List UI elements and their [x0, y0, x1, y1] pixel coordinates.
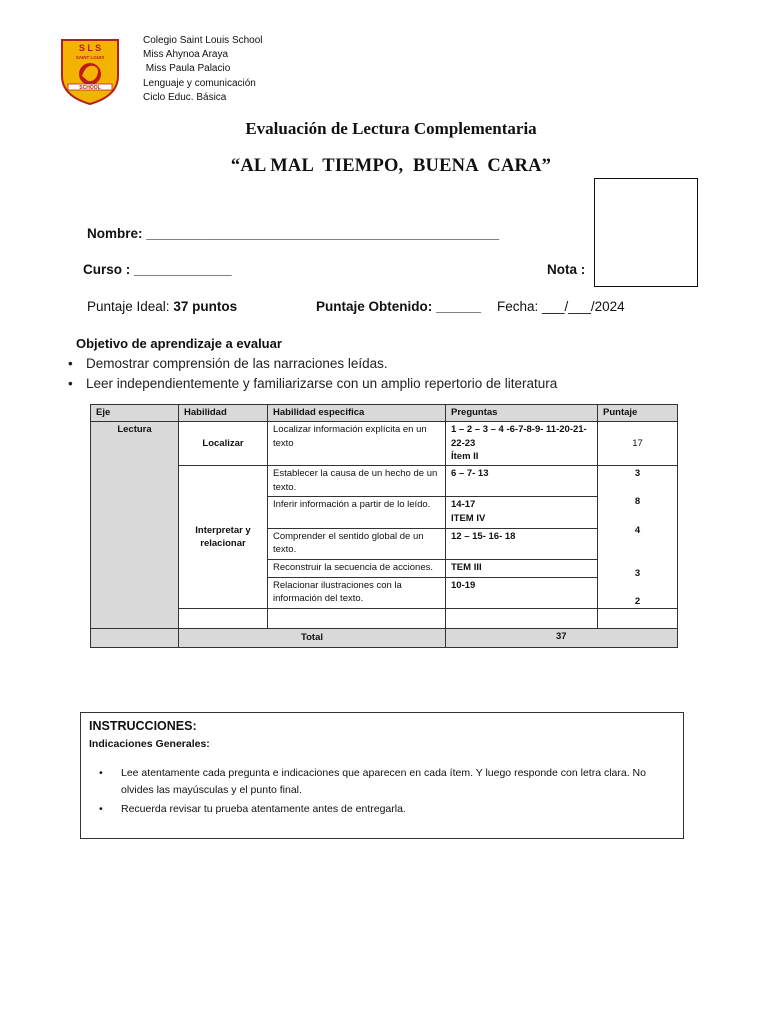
teacher-2: Miss Paula Palacio	[143, 63, 231, 75]
total-label: Total	[179, 629, 446, 648]
header-habilidad: Habilidad	[179, 405, 268, 422]
logo-mid-text: SAINT LOUIS	[75, 55, 105, 60]
instruction-text: Recuerda revisar tu prueba atentamente antes de entregarla.	[121, 803, 406, 815]
total-row	[91, 629, 678, 648]
preguntas-text: 14-17	[451, 499, 476, 511]
header-preguntas: Preguntas	[446, 405, 598, 422]
page-subtitle: “AL MAL TIEMPO, BUENA CARA”	[230, 156, 552, 176]
ideal-score-value: 37 puntos	[173, 299, 238, 314]
preguntas-text: 1 – 2 – 3 – 4 -6-7-8-9- 11-20-21-22-23	[451, 424, 587, 449]
especifica-cell: Establecer la causa de un hecho de un texto.	[268, 466, 446, 497]
preguntas-cell	[446, 497, 598, 528]
puntaje-value: 3	[634, 468, 641, 479]
especifica-cell: Reconstruir la secuencia de acciones.	[268, 560, 446, 577]
eje-cell: Lectura	[91, 422, 179, 629]
puntaje-group	[598, 466, 678, 609]
objectives-heading: Objetivo de aprendizaje a evaluar	[76, 336, 282, 351]
bullet-icon: •	[99, 803, 103, 815]
instructions-box	[80, 712, 684, 839]
instructions-title: INSTRUCCIONES:	[89, 719, 197, 733]
instruction-item	[99, 801, 659, 818]
puntaje-cell: 17	[598, 422, 678, 466]
preguntas-cell: TEM III	[446, 560, 598, 577]
preguntas-cell: 6 – 7- 13	[446, 466, 598, 497]
logo-top-text: S L S	[78, 43, 102, 53]
especifica-cell: Localizar información explícita en un texto	[268, 422, 446, 466]
especifica-cell: Comprender el sentido global de un texto.	[268, 528, 446, 559]
empty-cell	[91, 629, 179, 648]
course-field[interactable]: Curso : _____________	[83, 262, 232, 277]
header-habilidad-especifica: Habilidad especifica	[268, 405, 446, 422]
objective-item	[68, 376, 557, 391]
especifica-cell: Inferir información a partir de lo leído.	[268, 497, 446, 528]
logo-bottom-text: SCHOOL	[79, 85, 101, 91]
school-logo	[60, 38, 120, 106]
puntaje-value: 3	[634, 568, 641, 579]
empty-cell	[446, 609, 598, 629]
preguntas-cell: 10-19	[446, 577, 598, 608]
preguntas-text: ITEM IV	[451, 512, 486, 524]
header-puntaje: Puntaje	[598, 405, 678, 422]
table-header-row	[91, 405, 678, 422]
bullet-icon: •	[68, 376, 73, 391]
subject: Lenguaje y comunicación	[143, 77, 256, 89]
grade-box[interactable]	[594, 178, 698, 287]
school-info	[143, 34, 263, 105]
bullet-icon: •	[99, 767, 103, 779]
table-row	[91, 609, 678, 629]
puntaje-value: 8	[634, 496, 641, 507]
obtained-score-field[interactable]: Puntaje Obtenido: ______	[316, 299, 482, 314]
instruction-item	[99, 765, 659, 799]
empty-cell	[179, 609, 268, 629]
preguntas-cell: 12 – 15- 16- 18	[446, 528, 598, 559]
instruction-text: Lee atentamente cada pregunta e indicaciones que aparecen en cada ítem. Y luego responde con letra clara. No olvides las mayúsculas y el punto final.	[121, 767, 646, 796]
total-value: 37	[446, 629, 678, 648]
especifica-cell: Relacionar ilustraciones con la información del texto.	[268, 577, 446, 608]
instructions-subtitle: Indicaciones Generales:	[89, 738, 210, 750]
ideal-score	[87, 299, 237, 314]
objective-item	[68, 356, 388, 371]
puntaje-value: 4	[634, 525, 641, 536]
objective-text: Demostrar comprensión de las narraciones leídas.	[86, 356, 388, 371]
habilidad-interpretar: Interpretar y relacionar	[179, 466, 268, 609]
table-row	[91, 466, 678, 497]
bullet-icon: •	[68, 356, 73, 371]
cycle: Ciclo Educ. Básica	[143, 91, 227, 103]
ideal-score-label: Puntaje Ideal:	[87, 299, 174, 314]
page-title: Evaluación de Lectura Complementaria	[245, 119, 537, 138]
name-field[interactable]: Nombre: _______________________________________________	[87, 226, 500, 241]
puntaje-value: 2	[634, 596, 641, 607]
school-name: Colegio Saint Louis School	[143, 35, 263, 46]
preguntas-text: Ítem II	[451, 451, 479, 462]
empty-cell	[268, 609, 446, 629]
evaluation-table	[90, 404, 678, 648]
empty-cell	[598, 609, 678, 629]
objective-text: Leer independientemente y familiarizarse con un amplio repertorio de literatura	[86, 376, 558, 391]
habilidad-localizar: Localizar	[179, 422, 268, 466]
header-eje: Eje	[91, 405, 179, 422]
teacher-1: Miss Ahynoa Araya	[143, 49, 229, 61]
preguntas-cell	[446, 422, 598, 466]
grade-label: Nota :	[547, 262, 586, 277]
date-field[interactable]: Fecha: ___/___/2024	[497, 299, 625, 314]
table-row	[91, 422, 678, 466]
